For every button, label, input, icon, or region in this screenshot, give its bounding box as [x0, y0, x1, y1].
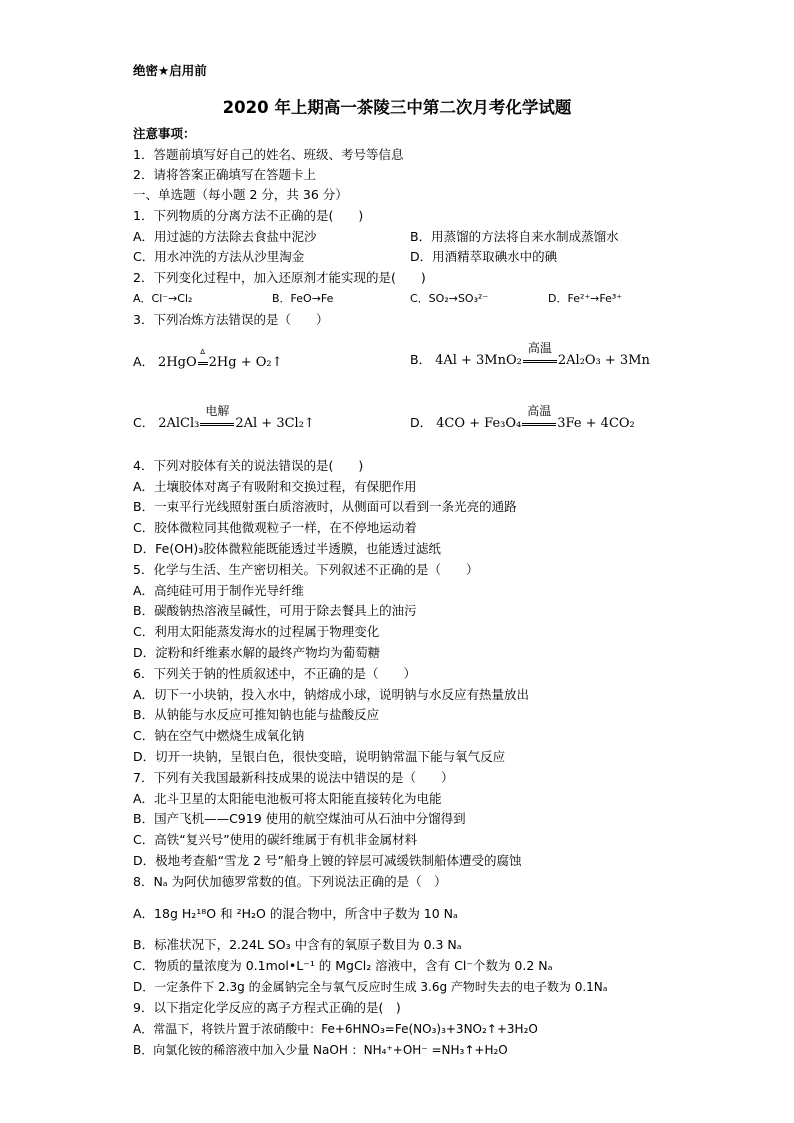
reaction-condition: 电解	[199, 416, 235, 432]
question-4-stem: 4．下列对胶体有关的说法错误的是( )	[133, 458, 364, 473]
option-label: C．	[133, 415, 155, 430]
question-3-option-c	[133, 404, 315, 432]
question-7-option-c: C．高铁“复兴号”使用的碳纤维属于有机非金属材料	[133, 832, 418, 847]
question-8-option-d: D．一定条件下 2.3g 的金属钠完全与氧气反应时生成 3.6g 产物时失去的电子数为 0.1Nₐ	[133, 980, 608, 994]
notes-heading: 注意事项：	[133, 126, 196, 141]
question-2-option-d: D．Fe²⁺→Fe³⁺	[548, 292, 623, 305]
page-title: 2020 年上期高一茶陵三中第二次月考化学试题	[222, 98, 572, 117]
question-5-option-c: C．利用太阳能蒸发海水的过程属于物理变化	[133, 624, 380, 639]
question-4-option-c: C．胶体微粒同其他微观粒子一样，在不停地运动着	[133, 520, 417, 535]
option-label: A．	[133, 354, 155, 369]
question-6-option-b: B．从钠能与水反应可推知钠也能与盐酸反应	[133, 707, 380, 722]
section-heading: 一、单选题（每小题 2 分，共 36 分）	[133, 187, 348, 202]
equation-lhs: 2AlCl₃	[158, 416, 200, 431]
question-9-option-a: A．常温下，将铁片置于浓硝酸中：Fe+6HNO₃=Fe(NO₃)₃+3NO₂↑+3H₂O	[133, 1022, 538, 1036]
equation-lhs: 2HgO	[158, 355, 197, 370]
question-3-option-d	[410, 404, 635, 432]
question-8-option-b: B．标准状况下，2.24L SO₃ 中含有的氧原子数目为 0.3 Nₐ	[133, 937, 462, 952]
question-1-option-b: B．用蒸馏的方法将自来水制成蒸馏水	[410, 229, 619, 244]
reaction-condition: 高温	[522, 353, 558, 369]
question-6-option-d: D．切开一块钠，呈银白色，很快变暗，说明钠常温下能与氧气反应	[133, 749, 506, 764]
option-label: D．	[410, 415, 433, 430]
equation-lhs: 4Al + 3MnO₂	[435, 353, 522, 368]
question-1-option-d: D．用酒精萃取碘水中的碘	[410, 249, 558, 264]
question-5-option-b: B．碳酸钠热溶液呈碱性，可用于除去餐具上的油污	[133, 603, 417, 618]
question-7-option-d: D．极地考查船“雪龙 2 号”船身上镀的锌层可减缓铁制船体遭受的腐蚀	[133, 853, 522, 868]
question-6-option-c: C．钠在空气中燃烧生成氧化钠	[133, 728, 305, 743]
equation-rhs: 2Al + 3Cl₂↑	[235, 416, 315, 431]
question-2-option-b: B．FeO→Fe	[272, 292, 334, 305]
equation-rhs: 2Hg + O₂↑	[208, 355, 283, 370]
question-8-option-c: C．物质的量浓度为 0.1mol•L⁻¹ 的 MgCl₂ 溶液中，含有 Cl⁻个数为 0.2 Nₐ	[133, 958, 553, 973]
question-5-option-a: A．高纯硅可用于制作光导纤维	[133, 583, 305, 598]
equation-rhs: 2Al₂O₃ + 3Mn	[557, 353, 650, 368]
question-2-option-a: A．Cl⁻→Cl₂	[133, 292, 193, 305]
reaction-condition: 高温	[521, 416, 557, 432]
question-3-option-b	[410, 341, 650, 369]
question-5-stem: 5．化学与生活、生产密切相关。下列叙述不正确的是（ ）	[133, 562, 479, 577]
question-9-option-b: B．向氯化铵的稀溶液中加入少量 NaOH ：NH₄⁺+OH⁻ =NH₃↑+H₂O	[133, 1043, 508, 1057]
question-1-option-a: A．用过滤的方法除去食盐中泥沙	[133, 229, 317, 244]
question-6-option-a: A．切下一小块钠，投入水中，钠熔成小球，说明钠与水反应有热量放出	[133, 687, 530, 702]
secret-label: 绝密★启用前	[133, 63, 207, 78]
question-3-option-a	[133, 348, 283, 371]
question-7-option-b: B．国产飞机——C919 使用的航空煤油可从石油中分馏得到	[133, 811, 466, 826]
question-4-option-a: A．土壤胶体对离子有吸附和交换过程，有保肥作用	[133, 479, 417, 494]
question-5-option-d: D．淀粉和纤维素水解的最终产物均为葡萄糖	[133, 645, 381, 660]
question-6-stem: 6．下列关于钠的性质叙述中，不正确的是（ ）	[133, 666, 416, 681]
question-8-option-a: A．18g H₂¹⁸O 和 ²H₂O 的混合物中，所含中子数为 10 Nₐ	[133, 906, 458, 921]
reaction-condition: Δ	[197, 355, 209, 371]
note-1: 1．答题前填写好自己的姓名、班级、考号等信息	[133, 147, 404, 162]
equation-rhs: 3Fe + 4CO₂	[557, 416, 635, 431]
question-2-option-c: C．SO₂→SO₃²⁻	[410, 292, 489, 305]
question-3-stem: 3．下列冶炼方法错误的是（ ）	[133, 312, 329, 327]
question-8-stem: 8．Nₐ 为阿伏加德罗常数的值。下列说法正确的是（ ）	[133, 874, 447, 889]
question-7-option-a: A．北斗卫星的太阳能电池板可将太阳能直接转化为电能	[133, 791, 442, 806]
question-1-option-c: C．用水冲洗的方法从沙里淘金	[133, 249, 305, 264]
question-4-option-b: B．一束平行光线照射蛋白质溶液时，从侧面可以看到一条光亮的通路	[133, 499, 517, 514]
question-1-stem: 1．下列物质的分离方法不正确的是( )	[133, 208, 364, 223]
question-4-option-d: D．Fe(OH)₃胶体微粒能既能透过半透膜，也能透过滤纸	[133, 541, 441, 556]
question-2-stem: 2．下列变化过程中，加入还原剂才能实现的是( )	[133, 270, 426, 285]
question-7-stem: 7．下列有关我国最新科技成果的说法中错误的是（ ）	[133, 770, 454, 785]
option-label: B．	[410, 352, 432, 367]
note-2: 2．请将答案正确填写在答题卡上	[133, 167, 316, 182]
question-9-stem: 9．以下指定化学反应的离子方程式正确的是( )	[133, 1000, 401, 1015]
equation-lhs: 4CO + Fe₃O₄	[436, 416, 522, 431]
